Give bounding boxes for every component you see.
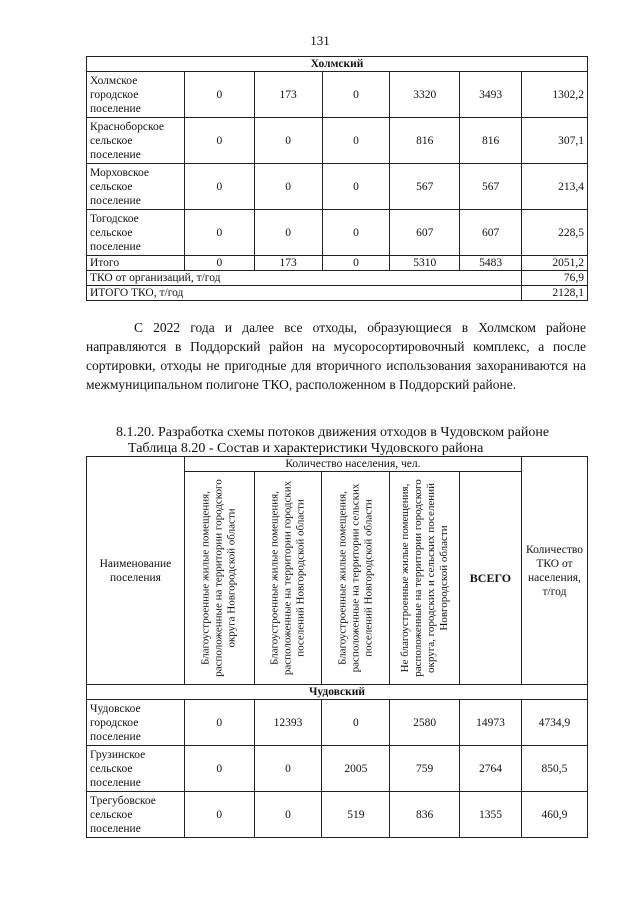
header-col-rural-settlements: Благоустроенные жилые помещения, расположенные на территории сельских поселений Новгородской области xyxy=(322,472,390,685)
table-row: Чудовское городское поселение 0 12393 0 2580 14973 4734,9 xyxy=(87,700,588,746)
settlement-name: Тогодское сельское поселение xyxy=(87,210,185,256)
region-header: Чудовский xyxy=(87,685,588,700)
header-name-column: Наименование поселения xyxy=(87,457,185,685)
header-population-group: Количество населения, чел. xyxy=(184,457,521,472)
table-row: Холмское городское поселение 0 173 0 3320 3493 1302,2 xyxy=(87,72,588,118)
header-tko-column: Количество ТКО от населения, т/год xyxy=(521,457,587,685)
org-waste-row: ТКО от организаций, т/год 76,9 xyxy=(87,271,588,286)
settlement-name: Трегубовское сельское поселение xyxy=(87,792,185,838)
table-row: Красноборское сельское поселение 0 0 0 816 816 307,1 xyxy=(87,118,588,164)
table-caption: Таблица 8.20 - Состав и характеристики Чудовского района xyxy=(128,441,484,456)
settlement-name: Грузинское сельское поселение xyxy=(87,746,185,792)
page-number: 131 xyxy=(310,33,330,48)
grand-total-row: ИТОГО ТКО, т/год 2128,1 xyxy=(87,286,588,301)
settlement-name: Чудовское городское поселение xyxy=(87,700,185,746)
header-col-urban-settlements: Благоустроенные жилые помещения, расположенные на территории городских поселений Новгородской области xyxy=(254,472,322,685)
table-row: Грузинское сельское поселение 0 0 2005 759 2764 850,5 xyxy=(87,746,588,792)
section-heading: 8.1.20. Разработка схемы потоков движения отходов в Чудовском районе xyxy=(116,425,550,440)
header-total-column: ВСЕГО xyxy=(460,472,522,685)
body-paragraph: С 2022 года и далее все отходы, образующиеся в Холмском районе направляются в Поддорский район на мусоросортировочный комплекс, а после сортировки, отходы не пригодные для вторичного использования захораниваются на межмуниципальном полигоне ТКО, расположенном в Поддорский районе. xyxy=(86,320,586,392)
kholmsky-waste-table xyxy=(86,56,588,301)
settlement-name: Красноборское сельское поселение xyxy=(87,118,185,164)
chudovsky-table xyxy=(86,456,588,838)
header-col-non-improved: Не благоустроенные жилые помещения, расположенные на территории городского округа, городских и сельских поселений Новгородской области xyxy=(390,472,460,685)
table-row: Трегубовское сельское поселение 0 0 519 836 1355 460,9 xyxy=(87,792,588,838)
region-header: Холмский xyxy=(87,57,588,72)
table-row: Морховское сельское поселение 0 0 0 567 567 213,4 xyxy=(87,164,588,210)
settlement-name: Холмское городское поселение xyxy=(87,72,185,118)
table-row: Тогодское сельское поселение 0 0 0 607 607 228,5 xyxy=(87,210,588,256)
header-col-urban-okrug: Благоустроенные жилые помещения, расположенные на территории городского округа Новгородской области xyxy=(184,472,254,685)
settlement-name: Морховское сельское поселение xyxy=(87,164,185,210)
total-row: Итого 0 173 0 5310 5483 2051,2 xyxy=(87,256,588,271)
